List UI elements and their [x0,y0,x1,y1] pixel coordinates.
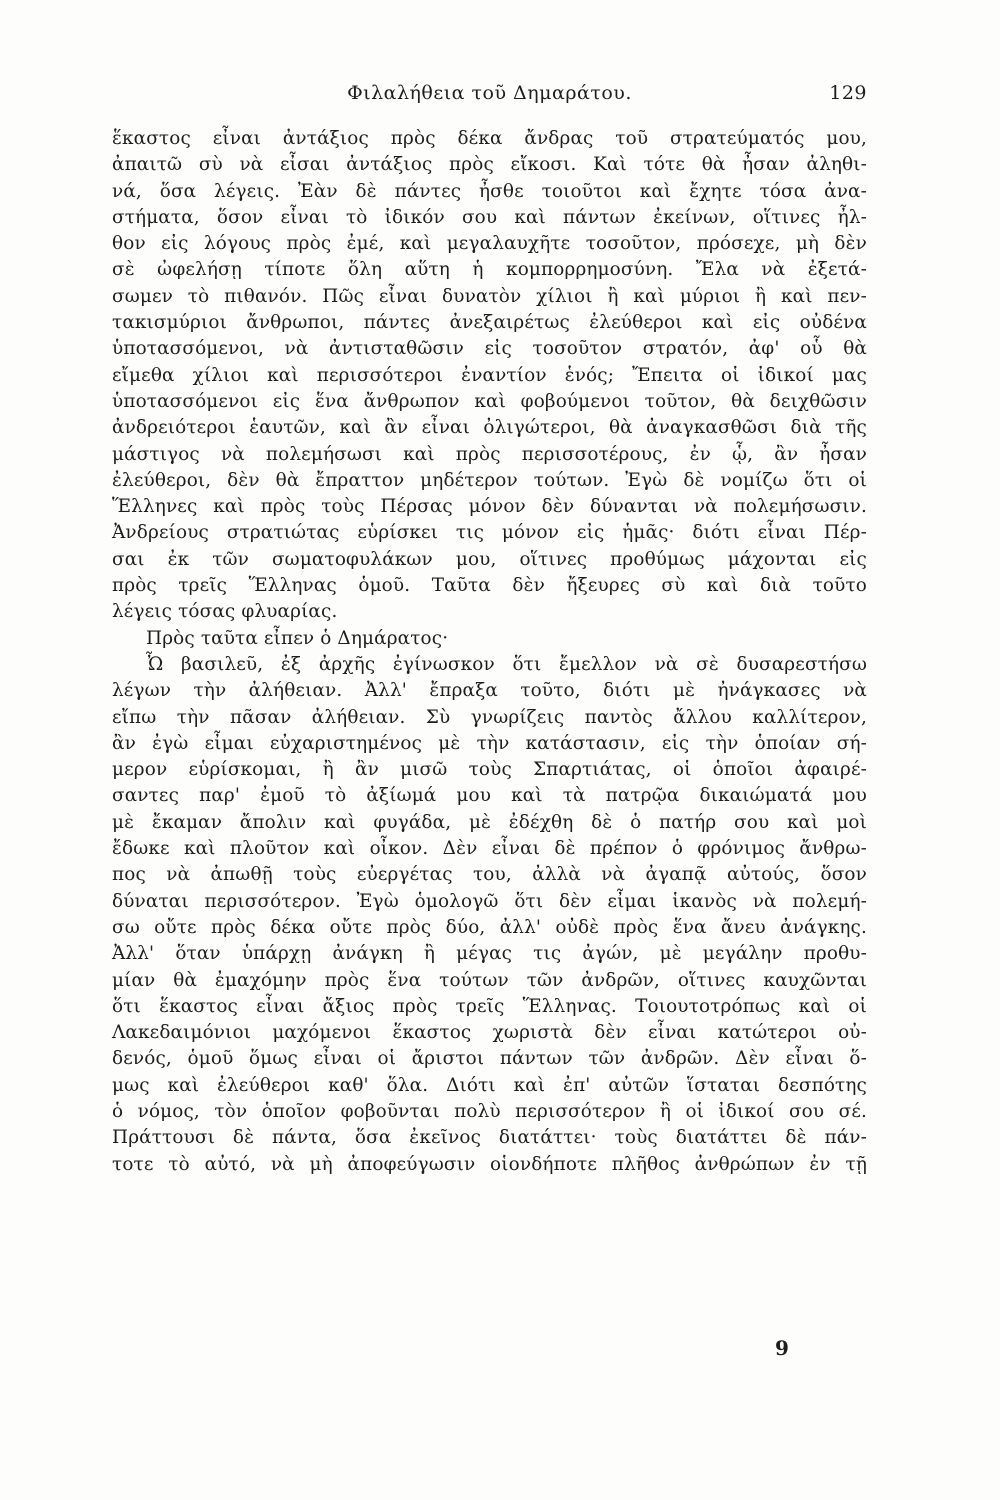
text-line: Λακεδαιμόνιοι μαχόμενοι ἕκαστος χωριστὰ δὲν εἶναι κατώτεροι οὐ- [112,1022,867,1044]
text-line: λέγων τὴν ἀλήθειαν. Ἀλλ' ἔπραξα τοῦτο, διότι μὲ ἠνάγκασες νὰ [112,680,867,702]
text-line: εἴμεθα χίλιοι καὶ περισσότεροι ἐναντίον ἑνός; Ἔπειτα οἱ ἰδικοί μας [112,364,867,386]
text-line: στήματα, ὅσον εἶναι τὸ ἰδικόν σου καὶ πάντων ἐκείνων, οἵτινες ἦλ- [112,206,867,228]
text-line: Ἀλλ' ὅταν ὑπάρχῃ ἀνάγκη ἢ μέγας τις ἀγών, μὲ μεγάλην προθυ- [112,943,867,965]
text-line: Πρὸς ταῦτα εἶπεν ὁ Δημάρατος· [146,627,449,649]
text-line: δενός, ὁμοῦ ὅμως εἶναι οἱ ἄριστοι πάντων τῶν ἀνδρῶν. Δὲν εἶναι ὅ- [112,1048,867,1070]
text-line: Ἕλληνες καὶ πρὸς τοὺς Πέρσας μόνον δὲν δύνανται νὰ πολεμήσωσιν. [112,496,867,518]
text-line: λέγεις τόσας φλυαρίας. [112,601,338,623]
text-line: θον εἰς λόγους πρὸς ἐμέ, καὶ μεγαλαυχῆτε τοσοῦτον, πρόσεχε, μὴ δὲν [112,233,867,255]
text-line: τακισμύριοι ἄνθρωποι, πάντες ἀνεξαιρέτως ἐλεύθεροι καὶ εἰς οὐδένα [112,312,867,334]
text-line: εἴπω τὴν πᾶσαν ἀλήθειαν. Σὺ γνωρίζεις παντὸς ἄλλου καλλίτερον, [112,706,867,728]
text-line: τοτε τὸ αὐτό, νὰ μὴ ἀποφεύγωσιν οἱονδήποτε πλῆθος ἀνθρώπων ἐν τῇ [112,1153,867,1175]
text-line: σαντες παρ' ἐμοῦ τὸ ἀξίωμά μου καὶ τὰ πατρῷα δικαιώματά μου [112,785,867,807]
text-line: Πράττουσι δὲ πάντα, ὅσα ἐκεῖνος διατάττει· τοὺς διατάττει δὲ πάν- [112,1127,867,1149]
text-line: ἀνδρειότεροι ἑαυτῶν, καὶ ἂν εἶναι ὀλιγώτεροι, θὰ ἀναγκασθῶσι διὰ τῆς [112,417,867,439]
text-line: μως καὶ ἐλεύθεροι καθ' ὅλα. Διότι καὶ ἐπ' αὐτῶν ἵσταται δεσπότης [112,1074,867,1096]
text-line: ἂν ἐγὼ εἶμαι εὐχαριστημένος μὲ τὴν κατάστασιν, εἰς τὴν ὁποίαν σή- [112,732,867,754]
text-line: σαι ἐκ τῶν σωματοφυλάκων μου, οἵτινες προθύμως μάχονται εἰς [112,548,867,570]
text-line: ὑποτασσόμενοι εἰς ἕνα ἄνθρωπον καὶ φοβούμενοι τοῦτον, θὰ δειχθῶσιν [112,390,867,412]
text-line: ἔδωκε καὶ πλοῦτον καὶ οἶκον. Δὲν εἶναι δὲ πρέπον ὁ φρόνιμος ἄνθρω- [112,838,867,860]
text-line: σωμεν τὸ πιθανόν. Πῶς εἶναι δυνατὸν χίλιοι ἢ καὶ μύριοι ἢ καὶ πεν- [112,285,867,307]
text-line: ἐλεύθεροι, δὲν θὰ ἔπραττον μηδέτερον τούτων. Ἐγὼ δὲ νομίζω ὅτι οἱ [112,469,867,491]
text-line: ἕκαστος εἶναι ἀντάξιος πρὸς δέκα ἄνδρας τοῦ στρατεύματός μου, [112,128,867,149]
running-header [112,80,867,110]
text-line: ὅτι ἕκαστος εἶναι ἄξιος πρὸς τρεῖς Ἕλληνας. Τοιουτοτρόπως καὶ οἱ [112,995,867,1017]
text-line: μὲ ἔκαμαν ἄπολιν καὶ φυγάδα, μὲ ἐδέχθη δὲ ὁ πατήρ σου καὶ μοὶ [112,811,867,833]
text-line: μερον εὑρίσκομαι, ἢ ἂν μισῶ τοὺς Σπαρτιάτας, οἱ ὁποῖοι ἀφαιρέ- [112,759,867,781]
text-line: δύναται περισσότερον. Ἐγὼ ὁμολογῶ ὅτι δὲν εἶμαι ἱκανὸς νὰ πολεμή- [112,890,867,912]
body-text [112,126,867,1178]
text-line: ὑποτασσόμενοι, νὰ ἀντισταθῶσιν εἰς τοσοῦτον στρατόν, ἀφ' οὗ θὰ [112,338,867,360]
text-line: πρὸς τρεῖς Ἕλληνας ὁμοῦ. Ταῦτα δὲν ἤξευρες σὺ καὶ διὰ τοῦτο [112,575,867,597]
text-line: ἀπαιτῶ σὺ νὰ εἶσαι ἀντάξιος πρὸς εἴκοσι. Καὶ τότε θὰ ἦσαν ἀληθι- [112,154,867,176]
text-line: σὲ ὠφελήσῃ τίποτε ὅλη αὕτη ἡ κομπορρημοσύνη. Ἔλα νὰ ἐξετά- [112,259,867,281]
text-line: ὁ νόμος, τὸν ὁποῖον φοβοῦνται πολὺ περισσότερον ἢ οἱ ἰδικοί σου σέ. [112,1100,867,1122]
text-line: νά, ὅσα λέγεις. Ἐὰν δὲ πάντες ἦσθε τοιοῦτοι καὶ ἔχητε τόσα ἀνα- [112,180,867,202]
text-line: μίαν θὰ ἐμαχόμην πρὸς ἕνα τούτων τῶν ἀνδρῶν, οἵτινες καυχῶνται [112,969,867,991]
text-line: μάστιγος νὰ πολεμήσωσι καὶ πρὸς περισσοτέρους, ἐν ᾧ, ἂν ἦσαν [112,443,867,465]
text-line: πος νὰ ἀπωθῇ τοὺς εὐεργέτας του, ἀλλὰ νὰ ἀγαπᾷ αὐτούς, ὅσον [112,864,867,886]
text-line: Ἀνδρείους στρατιώτας εὑρίσκει τις μόνον εἰς ἡμᾶς· διότι εἶναι Πέρ- [112,522,867,544]
page-number: 129 [829,82,867,104]
signature-mark: 9 [775,1336,789,1360]
text-line: Ὦ βασιλεῦ, ἐξ ἀρχῆς ἐγίνωσκον ὅτι ἔμελλον νὰ σὲ δυσαρεστήσω [146,653,867,675]
text-line: σω οὔτε πρὸς δέκα οὔτε πρὸς δύο, ἀλλ' οὐδὲ πρὸς ἕνα ἄνευ ἀνάγκης. [112,916,867,938]
running-title: Φιλαλήθεια τοῦ Δημαράτου. [347,82,632,104]
